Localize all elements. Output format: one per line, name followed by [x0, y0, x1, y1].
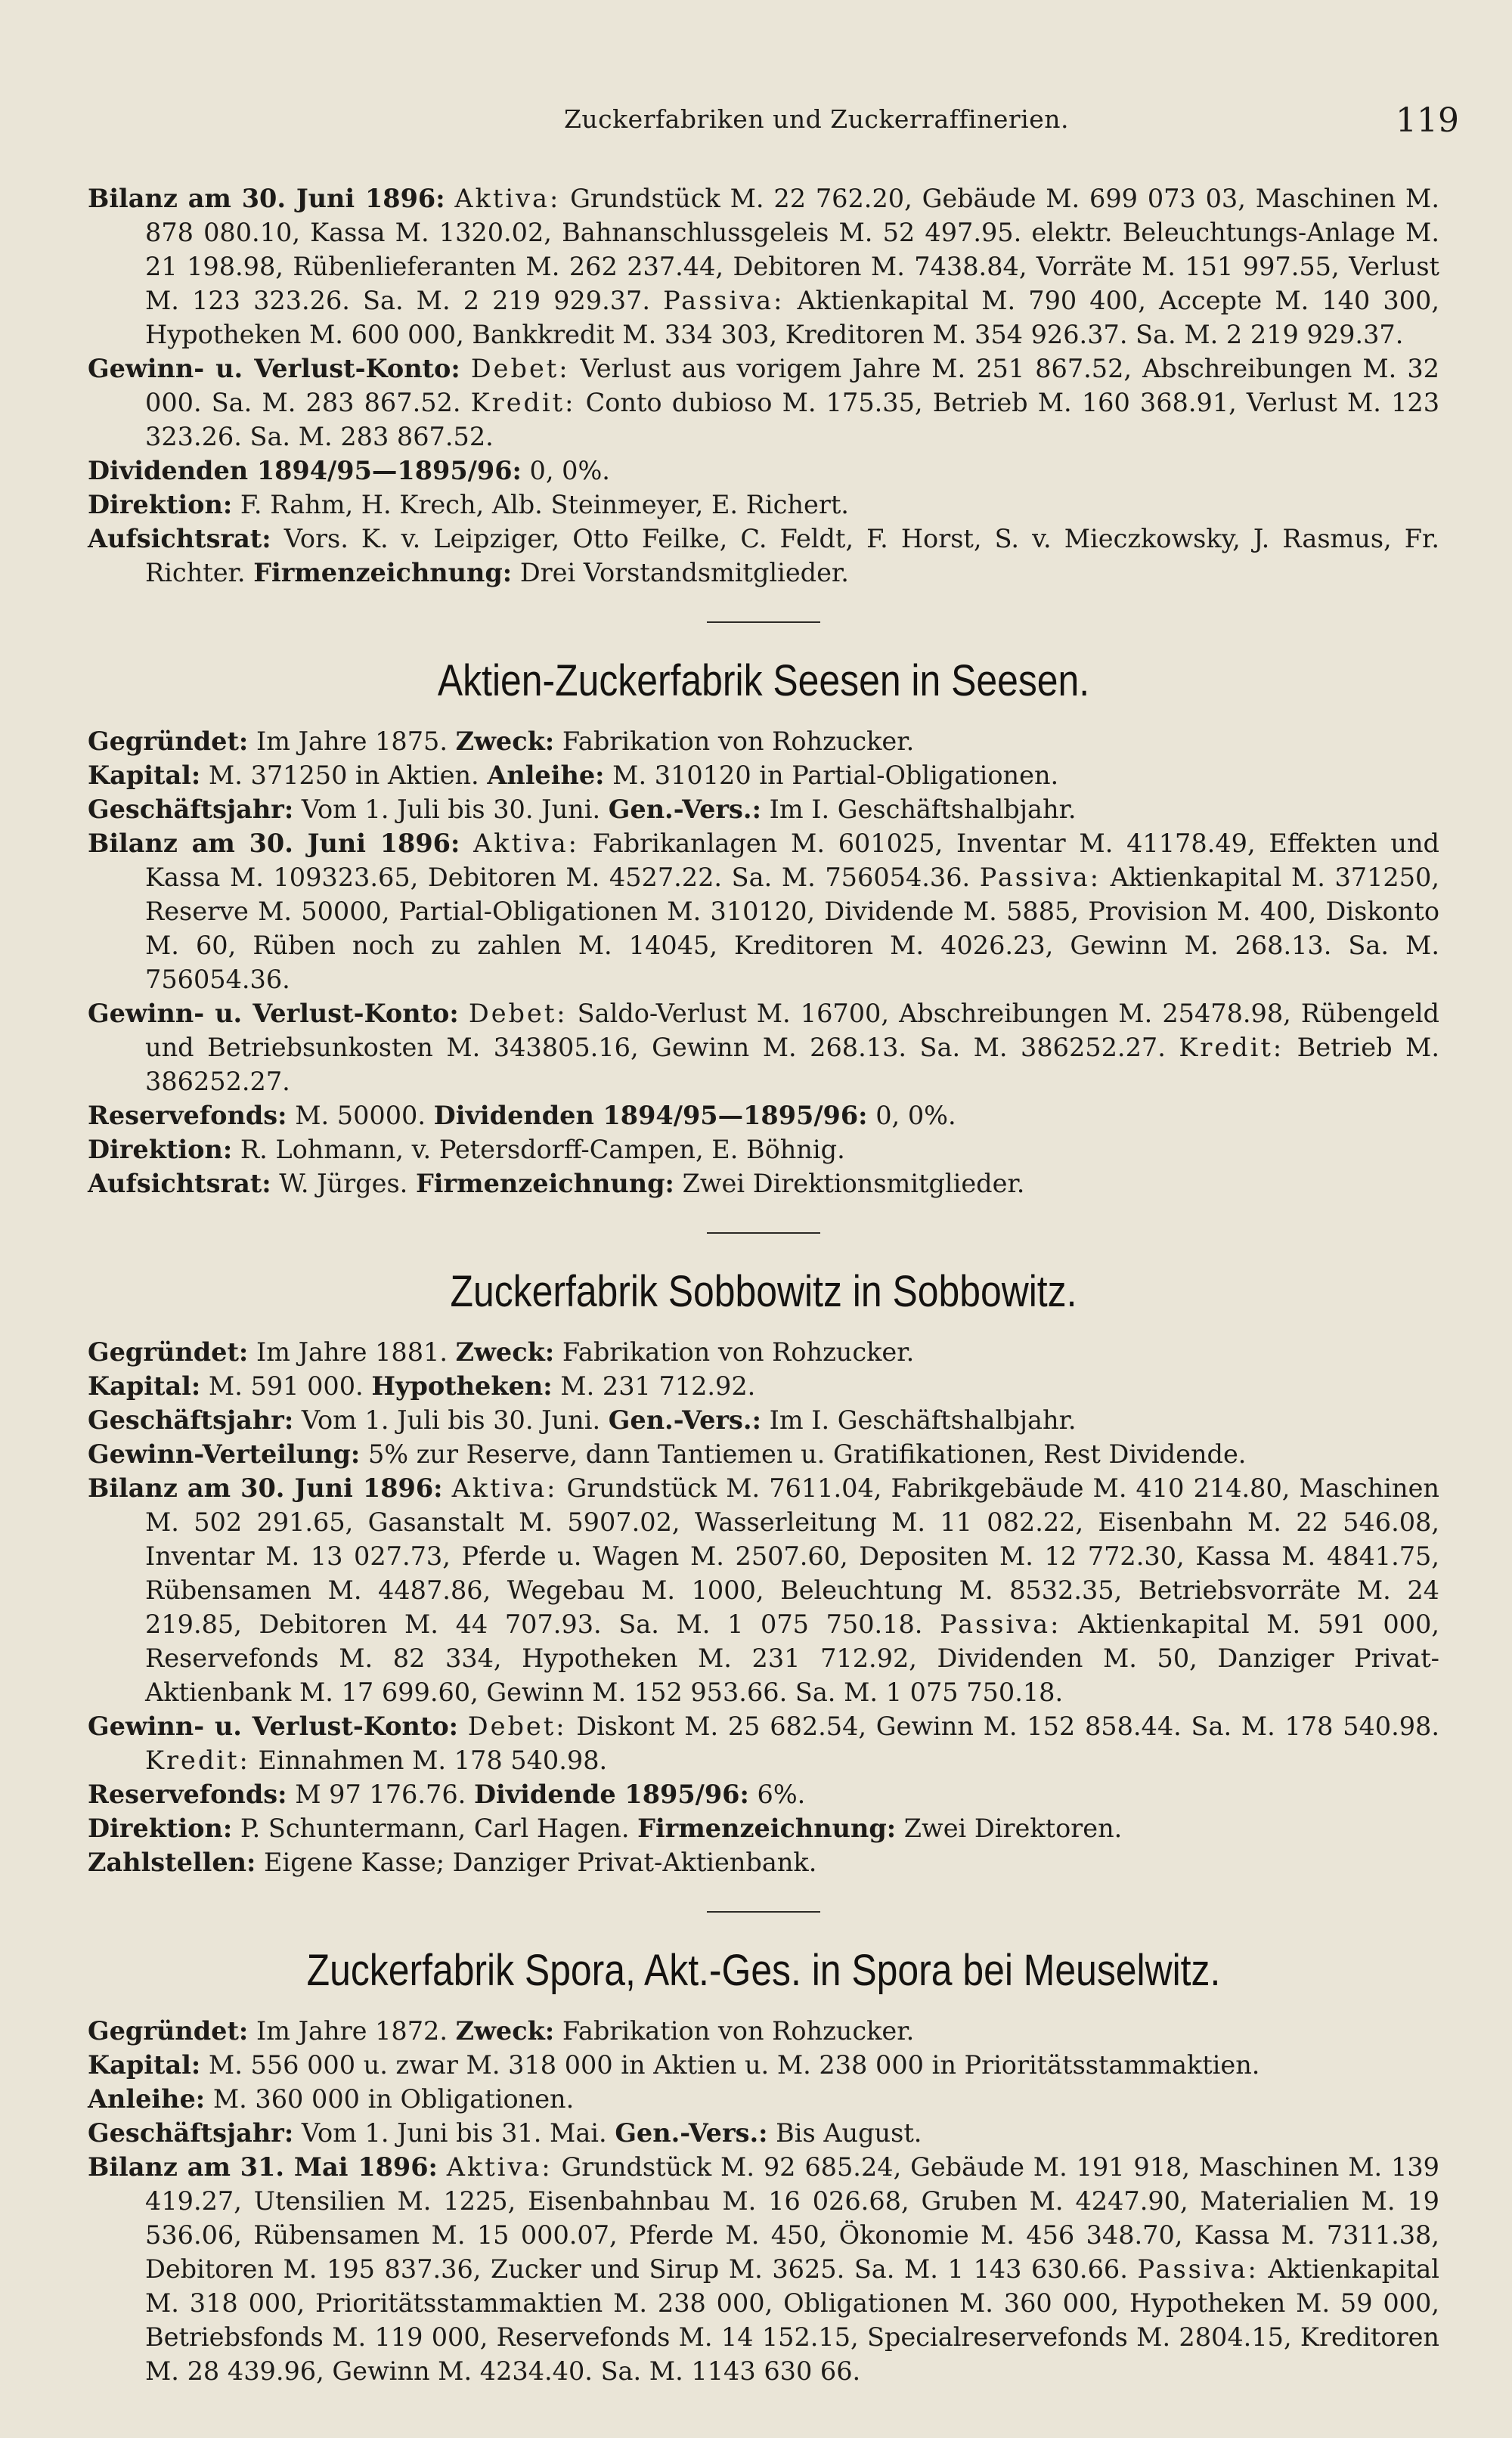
entry-paragraph	[88, 2082, 1439, 2116]
entry-text: M. 556 000 u. zwar M. 318 000 in Aktien u. M. 238 000 in Prioritätsstammaktien.	[208, 2050, 1260, 2080]
entry-text: Grundstück M. 92 685.24, Gebäude M. 191 918, Maschinen M. 139 419.27, Utensilien M. 1225, Eisenbahnbau M. 16 026.68, Gruben M. 4247.90, Materialien M. 19 536.06, Rübensamen M. 15 000.07, Pferde M. 450, Ökonomie M. 456 348.70, Kassa M. 7311.38, Debitoren M. 195 837.36, Zucker und Sirup M. 3625. Sa. M. 1 143 630.66.	[145, 2152, 1439, 2284]
entry-paragraph	[88, 454, 1439, 488]
entry-label: Gewinn- u. Verlust-Konto:	[88, 999, 459, 1028]
entry-text: 6%.	[757, 1780, 806, 1809]
entry-text: Bis August.	[776, 2118, 922, 2148]
entry-text: Zwei Direktionsmitglieder.	[682, 1169, 1025, 1198]
company-title-spora: Zuckerfabrik Spora, Akt.-Ges. in Spora bei Meuselwitz.	[306, 1946, 1221, 1995]
entry-label: Reservefonds:	[88, 1101, 287, 1130]
entry-paragraph	[88, 1845, 1439, 1879]
entry-text: Conto dubioso M. 175.35, Betrieb M. 160 368.91, Verlust M. 123 323.26. Sa. M. 283 867.52.	[145, 388, 1440, 451]
ledger-side-label: Passiva:	[979, 863, 1101, 892]
entry-paragraph	[88, 2048, 1439, 2082]
ledger-side-label: Passiva:	[940, 1609, 1061, 1639]
entry-label: Aufsichtsrat:	[88, 524, 271, 553]
entry-text: M. 360 000 in Obligationen.	[212, 2084, 575, 2114]
entry-text: 5% zur Reserve, dann Tantiemen u. Gratifikationen, Rest Dividende.	[367, 1439, 1247, 1469]
entry-paragraph	[88, 1369, 1439, 1403]
entry-text: 0, 0%.	[875, 1101, 956, 1130]
entry-text: Fabrikation von Rohzucker.	[562, 1337, 915, 1367]
ledger-side-label: Aktiva:	[446, 2152, 553, 2182]
entry-text: M 97 176.76.	[295, 1780, 466, 1809]
entry-label: Geschäftsjahr:	[88, 2118, 294, 2148]
entry-label: Bilanz am 30. Juni 1896:	[88, 184, 445, 213]
entry-text: M. 310120 in Partial-Obligationen.	[612, 761, 1059, 790]
company-title-seesen: Aktien-Zuckerfabrik Seesen in Seesen.	[437, 656, 1090, 705]
entry-text: Im I. Geschäftshalbjahr.	[769, 1405, 1077, 1435]
company-entries-sobbowitz	[88, 1335, 1439, 1879]
text-column	[88, 181, 1439, 2388]
entry-paragraph	[88, 2014, 1439, 2048]
entry-label: Gegründet:	[88, 2016, 249, 2046]
entry-text: M. 50000.	[295, 1101, 426, 1130]
ledger-side-label: Debet:	[468, 999, 568, 1028]
entry-paragraph	[88, 488, 1439, 522]
entry-label: Reservefonds:	[88, 1780, 287, 1809]
ledger-side-label: Passiva:	[1137, 2254, 1259, 2284]
entry-text: Grundstück M. 7611.04, Fabrikgebäude M. 410 214.80, Maschinen M. 502 291.65, Gasanstalt M. 5907.02, Wasserleitung M. 11 082.22, Eisenbahn M. 22 546.08, Inventar M. 13 027.73, Pferde u. Wagen M. 2507.60, Depositen M. 12 772.30, Kassa M. 4841.75, Rübensamen M. 4487.86, Wegebau M. 1000, Beleuchtung M. 8532.35, Betriebsvorräte M. 24 219.85, Debitoren M. 44 707.93. Sa. M. 1 075 750.18.	[145, 1473, 1439, 1639]
entry-paragraph	[88, 2150, 1439, 2388]
entry-sublabel: Firmenzeichnung:	[253, 558, 513, 587]
entry-paragraph	[88, 758, 1439, 792]
ledger-side-label: Kredit:	[145, 1746, 250, 1775]
section-divider	[707, 621, 820, 623]
entry-text: F. Rahm, H. Krech, Alb. Steinmeyer, E. Richert.	[240, 490, 849, 519]
entry-text: Aktienkapital M. 790 400, Accepte M. 140 300, Hypotheken M. 600 000, Bankkredit M. 334 303, Kreditoren M. 354 926.37. Sa. M. 2 219 929.37.	[145, 286, 1439, 349]
entry-text: Aktienkapital M. 591 000, Reservefonds M. 82 334, Hypotheken M. 231 712.92, Dividenden M. 50, Danziger Privat-Aktienbank M. 17 699.60, Gewinn M. 152 953.66. Sa. M. 1 075 750.18.	[145, 1609, 1439, 1707]
entry-label: Gewinn-Verteilung:	[88, 1439, 361, 1469]
entry-text: Verlust aus vorigem Jahre M. 251 867.52, Abschreibungen M. 32 000. Sa. M. 283 867.52.	[145, 354, 1439, 417]
entry-paragraph	[88, 826, 1439, 996]
entry-text: Aktienkapital M. 318 000, Prioritätsstammaktien M. 238 000, Obligationen M. 360 000, Hypotheken M. 59 000, Betriebsfonds M. 119 000, Reservefonds M. 14 152.15, Specialreservefonds M. 2804.15, Kreditoren M. 28 439.96, Gewinn M. 4234.40. Sa. M. 1143 630 66.	[145, 2254, 1439, 2386]
entry-paragraph	[88, 724, 1439, 758]
entry-label: Gegründet:	[88, 726, 249, 756]
entry-text: Vom 1. Juli bis 30. Juni.	[301, 1405, 601, 1435]
entry-text: Im Jahre 1872.	[256, 2016, 448, 2046]
ledger-side-label: Aktiva:	[451, 1473, 558, 1503]
entry-label: Bilanz am 30. Juni 1896:	[88, 1473, 443, 1503]
entry-paragraph	[88, 1335, 1439, 1369]
company-entries-seesen	[88, 724, 1439, 1200]
entry-paragraph	[88, 1709, 1439, 1777]
entry-text: Im Jahre 1875.	[256, 726, 448, 756]
entry-label: Kapital:	[88, 1371, 201, 1401]
entry-label: Zahlstellen:	[88, 1848, 256, 1877]
entry-text: M. 231 712.92.	[560, 1371, 756, 1401]
entry-paragraph	[88, 522, 1439, 590]
entry-text: Einnahmen M. 178 540.98.	[258, 1746, 608, 1775]
ledger-side-label: Passiva:	[663, 286, 785, 315]
entry-label: Direktion:	[88, 490, 233, 519]
entry-label: Direktion:	[88, 1814, 233, 1843]
section-divider	[707, 1911, 820, 1913]
entry-paragraph	[88, 1132, 1439, 1166]
entry-text: Vors. K. v. Leipziger, Otto Feilke, C. Feldt, F. Horst, S. v. Mieczkowsky, J. Rasmus, Fr. Richter.	[145, 524, 1439, 587]
page-header	[174, 101, 1459, 150]
entry-sublabel: Dividenden 1894/95—1895/96:	[433, 1101, 868, 1130]
entry-text: Betrieb M. 386252.27.	[145, 1033, 1439, 1096]
entry-label: Anleihe:	[88, 2084, 206, 2114]
entry-text: 0, 0%.	[529, 456, 610, 485]
entry-text: R. Lohmann, v. Petersdorff-Campen, E. Böhnig.	[240, 1135, 845, 1164]
entry-label: Gegründet:	[88, 1337, 249, 1367]
entry-label: Kapital:	[88, 761, 201, 790]
entry-label: Gewinn- u. Verlust-Konto:	[88, 354, 460, 383]
entry-sublabel: Firmenzeichnung:	[415, 1169, 674, 1198]
entry-text: M. 371250 in Aktien.	[208, 761, 479, 790]
entry-text: W. Jürges.	[279, 1169, 408, 1198]
entry-paragraph	[88, 996, 1439, 1098]
ledger-side-label: Aktiva:	[473, 829, 579, 858]
entry-paragraph	[88, 1471, 1439, 1709]
ledger-side-label: Kredit:	[470, 388, 576, 417]
entry-paragraph	[88, 1437, 1439, 1471]
entry-text: Vom 1. Juni bis 31. Mai.	[301, 2118, 607, 2148]
entry-label: Geschäftsjahr:	[88, 795, 294, 824]
entry-sublabel: Anleihe:	[487, 761, 605, 790]
intro-entries	[88, 181, 1439, 590]
entry-text: M. 591 000.	[208, 1371, 364, 1401]
entry-text: Drei Vorstandsmitglieder.	[519, 558, 849, 587]
entry-label: Dividenden 1894/95—1895/96:	[88, 456, 522, 485]
entry-sublabel: Zweck:	[455, 1337, 555, 1367]
entry-paragraph	[88, 792, 1439, 826]
entry-paragraph	[88, 1403, 1439, 1437]
ledger-side-label: Aktiva:	[454, 184, 561, 213]
entry-label: Aufsichtsrat:	[88, 1169, 271, 1198]
entry-paragraph	[88, 1098, 1439, 1132]
entry-text: Grundstück M. 22 762.20, Gebäude M. 699 073 03, Maschinen M. 878 080.10, Kassa M. 1320.02, Bahnanschlussgeleis M. 52 497.95. elektr. Beleuchtungs-Anlage M. 21 198.98, Rübenlieferanten M. 262 237.44, Debitoren M. 7438.84, Vorräte M. 151 997.55, Verlust M. 123 323.26. Sa. M. 2 219 929.37.	[145, 184, 1439, 315]
company-entries-spora	[88, 2014, 1439, 2388]
page-number: 119	[1396, 101, 1459, 140]
entry-label: Geschäftsjahr:	[88, 1405, 294, 1435]
entry-text: Fabrikanlagen M. 601025, Inventar M. 41178.49, Effekten und Kassa M. 109323.65, Debitoren M. 4527.22. Sa. M. 756054.36.	[145, 829, 1439, 892]
entry-sublabel: Firmenzeichnung:	[637, 1814, 897, 1843]
ledger-side-label: Debet:	[467, 1712, 567, 1741]
entry-paragraph	[88, 181, 1439, 352]
ledger-side-label: Debet:	[470, 354, 570, 383]
ledger-side-label: Kredit:	[1179, 1033, 1284, 1062]
entry-text: Zwei Direktoren.	[903, 1814, 1123, 1843]
entry-paragraph	[88, 2116, 1439, 2150]
entry-label: Bilanz am 31. Mai 1896:	[88, 2152, 438, 2182]
entry-paragraph	[88, 352, 1439, 454]
entry-sublabel: Gen.-Vers.:	[615, 2118, 768, 2148]
entry-label: Direktion:	[88, 1135, 233, 1164]
entry-sublabel: Gen.-Vers.:	[608, 1405, 761, 1435]
section-divider	[707, 1232, 820, 1234]
entry-text: Eigene Kasse; Danziger Privat-Aktienbank.	[264, 1848, 817, 1877]
entry-text: Saldo-Verlust M. 16700, Abschreibungen M. 25478.98, Rübengeld und Betriebsunkosten M. 343805.16, Gewinn M. 268.13. Sa. M. 386252.27.	[145, 999, 1439, 1062]
entry-sublabel: Gen.-Vers.:	[608, 795, 761, 824]
entry-text: Fabrikation von Rohzucker.	[562, 2016, 915, 2046]
entry-text: Fabrikation von Rohzucker.	[562, 726, 915, 756]
entry-text: Vom 1. Juli bis 30. Juni.	[301, 795, 601, 824]
entry-text: Im I. Geschäftshalbjahr.	[769, 795, 1077, 824]
entry-label: Bilanz am 30. Juni 1896:	[88, 829, 460, 858]
entry-paragraph	[88, 1811, 1439, 1845]
entry-text: Im Jahre 1881.	[256, 1337, 448, 1367]
entry-paragraph	[88, 1166, 1439, 1200]
entry-text: Diskont M. 25 682.54, Gewinn M. 152 858.44. Sa. M. 178 540.98.	[576, 1712, 1439, 1741]
entry-text: P. Schuntermann, Carl Hagen.	[240, 1814, 630, 1843]
entry-paragraph	[88, 1777, 1439, 1811]
company-title-sobbowitz: Zuckerfabrik Sobbowitz in Sobbowitz.	[450, 1267, 1077, 1316]
entry-sublabel: Hypotheken:	[371, 1371, 553, 1401]
entry-label: Kapital:	[88, 2050, 201, 2080]
running-head: Zuckerfabriken und Zuckerraffinerien.	[564, 104, 1069, 134]
entry-sublabel: Zweck:	[455, 726, 555, 756]
entry-sublabel: Dividende 1895/96:	[473, 1780, 749, 1809]
entry-text: Aktienkapital M. 371250, Reserve M. 50000, Partial-Obligationen M. 310120, Dividende M. 5885, Provision M. 400, Diskonto M. 60, Rüben noch zu zahlen M. 14045, Kreditoren M. 4026.23, Gewinn M. 268.13. Sa. M. 756054.36.	[145, 863, 1439, 994]
entry-label: Gewinn- u. Verlust-Konto:	[88, 1712, 459, 1741]
entry-sublabel: Zweck:	[455, 2016, 555, 2046]
